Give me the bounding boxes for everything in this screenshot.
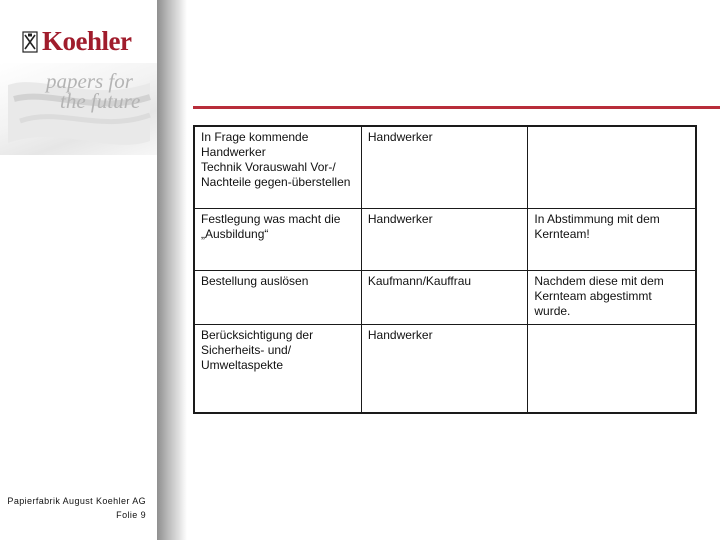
task-table [193,125,697,414]
table-cell-task: Bestellung auslösen [194,270,361,324]
logo-wordmark: Koehler [42,26,132,56]
tagline-banner [0,63,157,155]
tagline-line-1: papers for [46,69,133,93]
table-row [194,208,696,270]
footer-company-name: Papierfabrik August Koehler AG [7,496,146,506]
table-cell-task: Festlegung was macht die „Ausbildung“ [194,208,361,270]
table-cell-responsible: Kaufmann/Kauffrau [361,270,527,324]
table-cell-note [528,126,696,208]
tagline-line-2: the future [60,89,141,113]
table-row [194,126,696,208]
footer-slide-number: Folie 9 [116,510,146,520]
sidebar [0,0,157,540]
header-accent-line [193,106,720,109]
table-row [194,324,696,413]
table-cell-task: Berücksichtigung der Sicherheits- und/ Umweltaspekte [194,324,361,413]
table-cell-note [528,324,696,413]
table-cell-task: In Frage kommende Handwerker Technik Vorauswahl Vor-/ Nachteile gegen-überstellen [194,126,361,208]
table-cell-responsible: Handwerker [361,324,527,413]
koehler-logo [22,28,131,55]
table-cell-responsible: Handwerker [361,208,527,270]
table-cell-note: Nachdem diese mit dem Kernteam abgestimmt wurde. [528,270,696,324]
koehler-crest-icon [22,31,38,53]
table-cell-responsible: Handwerker [361,126,527,208]
sidebar-shadow [157,0,187,540]
table-row [194,270,696,324]
table-cell-note: In Abstimmung mit dem Kernteam! [528,208,696,270]
